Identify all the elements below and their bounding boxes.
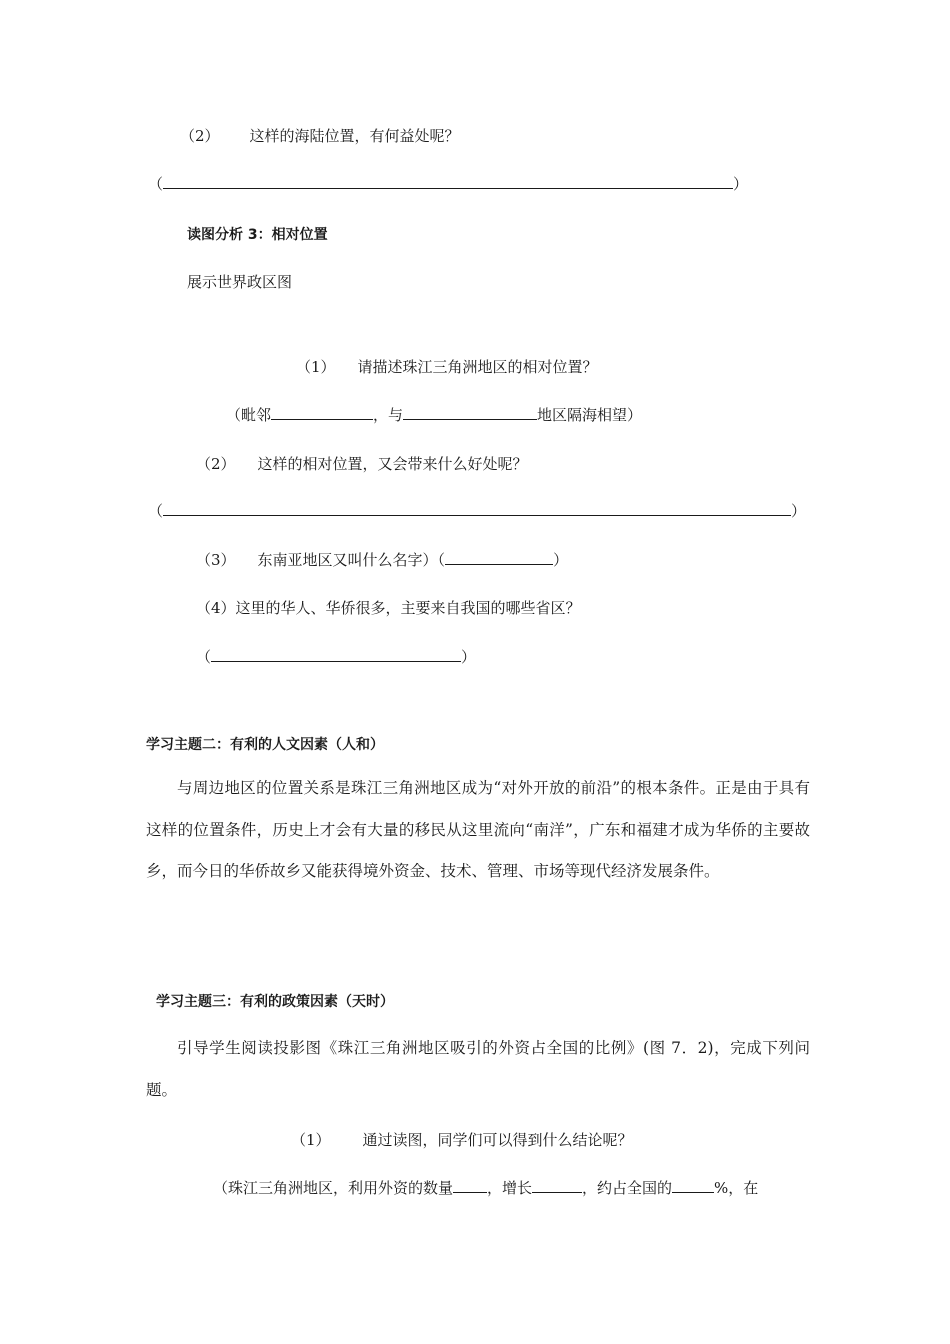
fill-in-line bbox=[226, 405, 642, 425]
theme-3-fill-line bbox=[213, 1178, 758, 1198]
fill-suffix: 地区隔海相望） bbox=[537, 406, 643, 424]
question-text: 这样的海陆位置，有何益处呢？ bbox=[249, 127, 460, 145]
instruction-text: 展示世界政区图 bbox=[187, 273, 293, 291]
question-text: 请描述珠江三角洲地区的相对位置？ bbox=[357, 358, 598, 376]
theme-3-paragraph: 引导学生阅读投影图《珠江三角洲地区吸引的外资占全国的比例》(图 7．2)，完成下列问题。 bbox=[146, 1039, 810, 1099]
question-number: （2） bbox=[180, 127, 220, 145]
answer-blank[interactable] bbox=[271, 405, 373, 420]
close-paren: ） bbox=[553, 551, 569, 569]
question-2-line bbox=[180, 126, 460, 146]
question-number: （3） bbox=[196, 551, 236, 569]
theme-3-heading: 学习主题三：有利的政策因素（天时） bbox=[156, 994, 394, 1010]
question-text: 这样的相对位置，又会带来什么好处呢？ bbox=[257, 455, 528, 473]
answer-blank-line bbox=[148, 501, 806, 521]
theme-3-question-1-line bbox=[291, 1130, 633, 1150]
open-paren: （ bbox=[148, 502, 164, 520]
fill-text: ，约占全国的 bbox=[582, 1179, 673, 1197]
question-3-line bbox=[196, 550, 568, 570]
question-4-line: （4）这里的华人、华侨很多，主要来自我国的哪些省区？ bbox=[196, 599, 581, 617]
answer-blank[interactable] bbox=[532, 1178, 582, 1193]
answer-blank[interactable] bbox=[163, 174, 733, 189]
question-text: 东南亚地区又叫什么名字）（ bbox=[257, 551, 446, 569]
open-paren: （ bbox=[148, 175, 164, 193]
answer-blank[interactable] bbox=[672, 1178, 714, 1193]
close-paren: ） bbox=[461, 648, 477, 666]
question-2b-line bbox=[196, 454, 528, 474]
close-paren: ） bbox=[733, 175, 749, 193]
fill-prefix: （毗邻 bbox=[226, 406, 272, 424]
question-number: （1） bbox=[296, 358, 336, 376]
question-1-line bbox=[296, 357, 598, 377]
close-paren: ） bbox=[791, 502, 807, 520]
fill-text: （珠江三角洲地区，利用外资的数量 bbox=[213, 1179, 454, 1197]
question-text: 通过读图，同学们可以得到什么结论呢？ bbox=[362, 1131, 633, 1149]
answer-blank[interactable] bbox=[403, 405, 537, 420]
open-paren: （ bbox=[196, 648, 212, 666]
answer-blank[interactable] bbox=[211, 647, 461, 662]
theme-2-heading: 学习主题二：有利的人文因素（人和） bbox=[146, 737, 384, 753]
question-number: （1） bbox=[291, 1131, 331, 1149]
fill-text: %，在 bbox=[714, 1179, 759, 1197]
fill-text: ，增长 bbox=[487, 1179, 533, 1197]
question-number: （2） bbox=[196, 455, 236, 473]
answer-blank[interactable] bbox=[445, 550, 553, 565]
answer-blank-line bbox=[196, 647, 476, 667]
section-heading: 读图分析 3：相对位置 bbox=[187, 227, 328, 243]
answer-blank[interactable] bbox=[453, 1178, 487, 1193]
answer-blank[interactable] bbox=[163, 501, 791, 516]
fill-mid: ，与 bbox=[373, 406, 404, 424]
theme-2-paragraph: 与周边地区的位置关系是珠江三角洲地区成为“对外开放的前沿”的根本条件。正是由于具有这样的位置条件，历史上才会有大量的移民从这里流向“南洋”，广东和福建才成为华侨的主要故乡，而今日的华侨故乡又能获得境外资金、技术、管理、市场等现代经济发展条件。 bbox=[146, 779, 810, 880]
answer-blank-line bbox=[148, 174, 748, 194]
